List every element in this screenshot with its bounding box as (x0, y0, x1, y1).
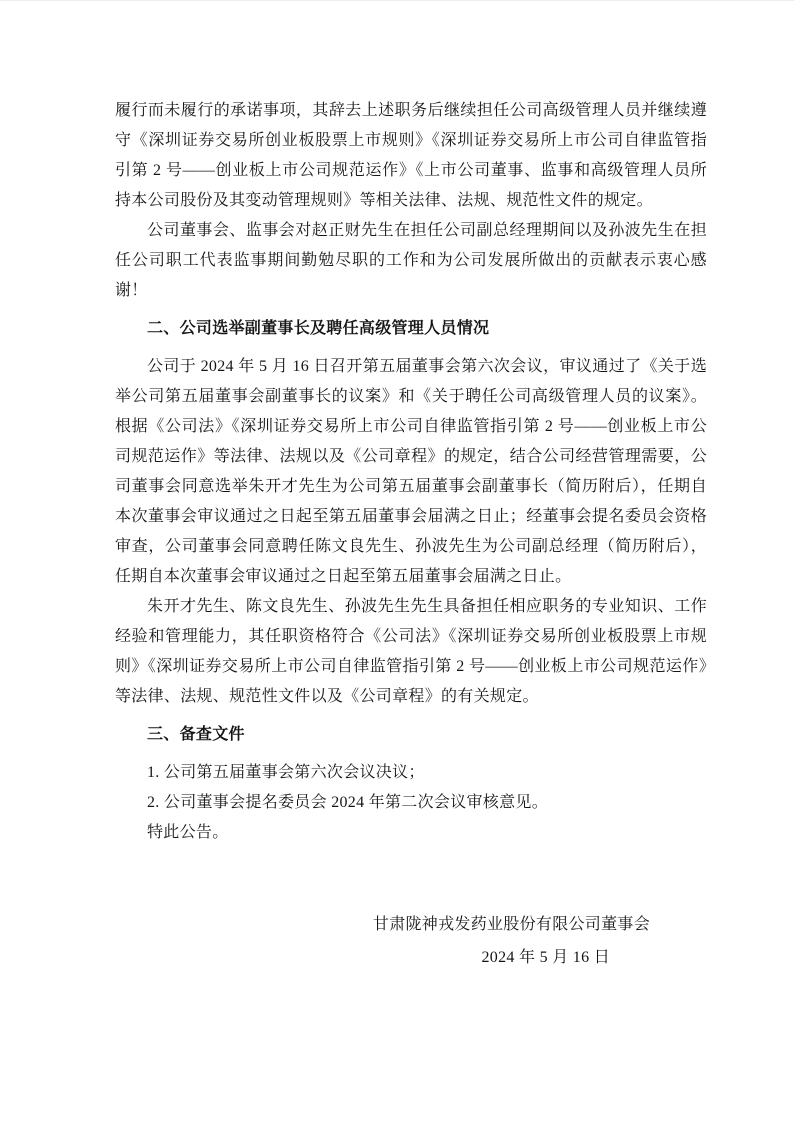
signature-block (115, 908, 707, 974)
reference-document-item-1: 1. 公司第五届董事会第六次会议决议； (147, 764, 425, 781)
paragraph-thanks: 公司董事会、监事会对赵正财先生在担任公司副总经理期间以及孙波先生在担任公司职工代表监事期间勤勉尽职的工作和为公司发展所做出的贡献表示衷心感谢！ (115, 222, 707, 299)
section-heading-3: 三、备查文件 (147, 726, 245, 743)
paragraph-election-appointment: 公司于 2024 年 5 月 16 日召开第五届董事会第六次会议，审议通过了《关于选举公司第五届董事会副董事长的议案》和《关于聘任公司高级管理人员的议案》。根据《公司法》《深圳证券交易所上市公司自律监管指引第 2 号——创业板上市公司规范运作》等法律、法规以及《公司章程》的规定，结合公司经营管理需要，公司董事会同意选举朱开才先生为公司第五届董事会副董事长（简历附后），任期自本次董事会审议通过之日起至第五届董事会届满之日止；经董事会提名委员会资格审查，公司董事会同意聘任陈文良先生、孙波先生为公司副总经理（简历附后），任期自本次董事会审议通过之日起至第五届董事会届满之日止。 (115, 358, 707, 585)
paragraph-qualifications: 朱开才先生、陈文良先生、孙波先生先生具备担任相应职务的专业知识、工作经验和管理能力，其任职资格符合《公司法》《深圳证券交易所创业板股票上市规则》《深圳证券交易所上市公司自律监管指引第 2 号——创业板上市公司规范运作》等法律、法规、规范性文件以及《公司章程》的有关规定。 (115, 598, 707, 705)
paragraph-continuation: 履行而未履行的承诺事项，其辞去上述职务后继续担任公司高级管理人员并继续遵守《深圳证券交易所创业板股票上市规则》《深圳证券交易所上市公司自律监管指引第 2 号——创业板上市公司规范运作》《上市公司董事、监事和高级管理人员所持本公司股份及其变动管理规则》等相关法律、法规、规范性文件的规定。 (115, 102, 707, 209)
reference-document-item-2: 2. 公司董事会提名委员会 2024 年第二次会议审核意见。 (147, 794, 549, 811)
closing-statement: 特此公告。 (147, 824, 229, 841)
document-body (115, 96, 707, 974)
section-heading-2: 二、公司选举副董事长及聘任高级管理人员情况 (147, 320, 490, 337)
signature-company: 甘肃陇神戎发药业股份有限公司董事会 (372, 916, 650, 933)
signature-date: 2024 年 5 月 16 日 (481, 949, 610, 966)
